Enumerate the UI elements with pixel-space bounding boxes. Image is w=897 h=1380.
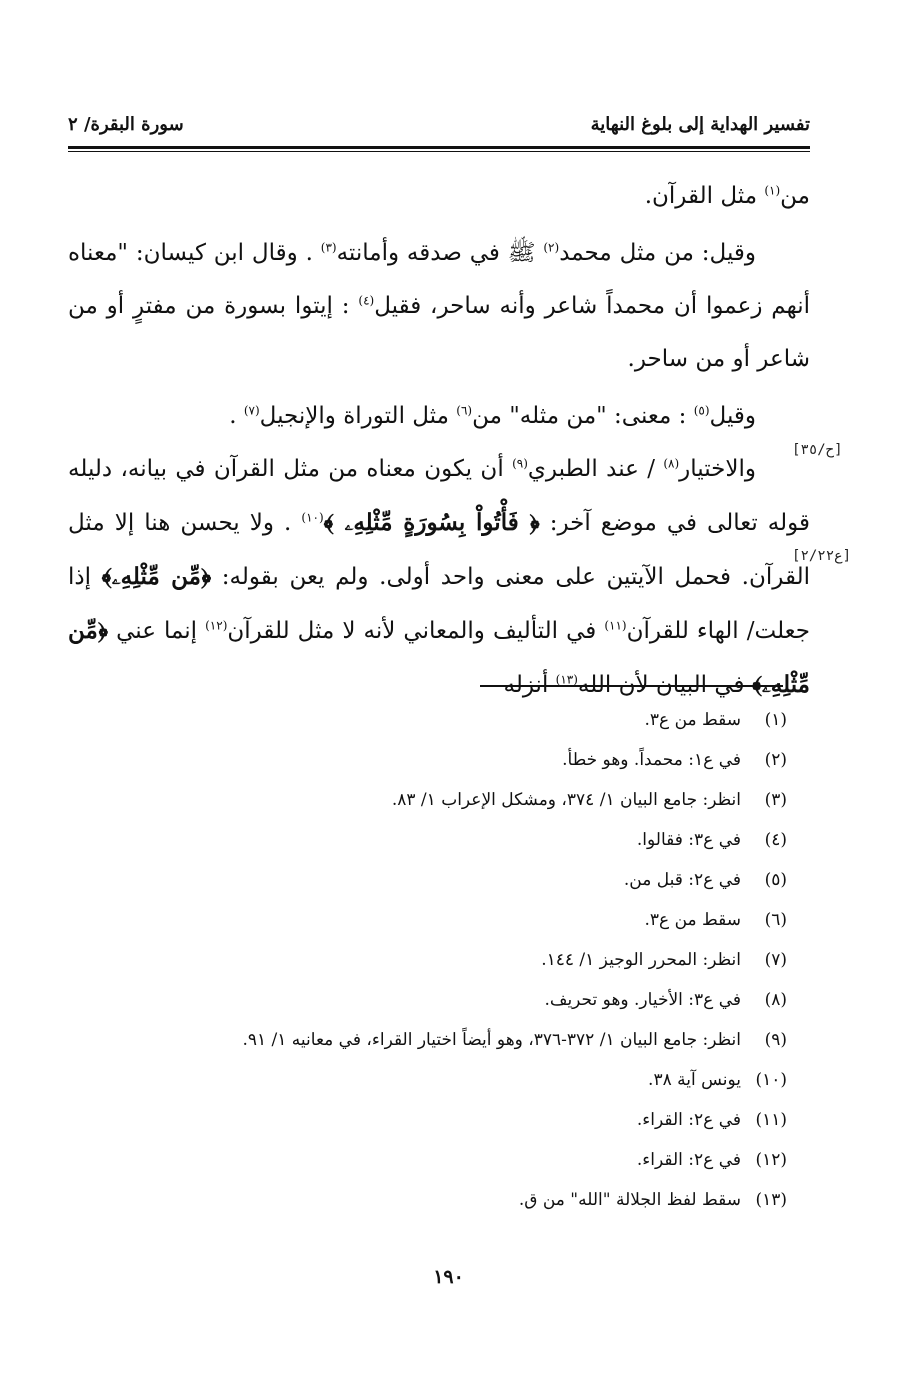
footnote-number: (٤) bbox=[764, 830, 787, 850]
footnote-number: (١١) bbox=[755, 1110, 787, 1130]
text-run: . وقال ابن كيسان: "معناه أنهم زعموا أن محمداً شاعر وأنه ساحر، فقيل bbox=[68, 240, 810, 319]
footnote-text: يونس آية ٣٨. bbox=[648, 1070, 741, 1090]
footnote-ref: (٧) bbox=[243, 403, 260, 418]
footnotes bbox=[127, 700, 787, 1220]
footnote-text: في ع٣: الأخيار. وهو تحريف. bbox=[544, 990, 741, 1010]
footnote-ref: (١١) bbox=[604, 618, 627, 633]
text-run: مثل التوراة والإنجيل bbox=[259, 403, 457, 429]
footnote-ref: (٩) bbox=[512, 456, 528, 471]
footnote-ref: (٨) bbox=[663, 456, 680, 471]
footnote-number: (٥) bbox=[764, 870, 787, 890]
footnote-item bbox=[127, 820, 787, 860]
footnote-number: (١٠) bbox=[755, 1070, 787, 1090]
footnote-item bbox=[127, 1140, 787, 1180]
surah-label: سورة البقرة/ ٢ bbox=[68, 114, 184, 135]
text-run: في التأليف والمعاني لأنه لا مثل للقرآن bbox=[227, 618, 605, 644]
quran-quote: ﴿مِّن مِّثْلِهِۦ﴾ bbox=[101, 563, 212, 590]
quran-quote: ﴿ فَأْتُواْ بِسُورَةٍ مِّثْلِهِۦ ﴾ bbox=[323, 509, 540, 536]
text-run: وقيل: من مثل محمد bbox=[559, 240, 756, 266]
footnote-item bbox=[127, 940, 787, 980]
text-run: : معنى: "من مثله" من bbox=[472, 403, 694, 429]
footnote-text: سقط لفظ الجلالة "الله" من ق. bbox=[518, 1190, 741, 1210]
footnote-text: انظر: جامع البيان ١/ ٣٧٤، ومشكل الإعراب ١/ ٨٣. bbox=[391, 790, 741, 810]
footnote-number: (٦) bbox=[764, 910, 787, 930]
footnote-ref: (١٠) bbox=[301, 510, 324, 525]
footnote-item bbox=[127, 780, 787, 820]
running-head bbox=[68, 108, 810, 142]
footnote-item bbox=[127, 900, 787, 940]
paragraph-4 bbox=[68, 443, 810, 712]
text-run: ﷺ في صدقه وأمانته bbox=[336, 240, 544, 266]
footnote-ref: (٤) bbox=[358, 293, 375, 308]
footnote-text: في ع٢: القراء. bbox=[636, 1110, 741, 1130]
footnote-item bbox=[127, 980, 787, 1020]
footnote-item bbox=[127, 1180, 787, 1220]
text-run: إذا جعلت/ الهاء للقرآن bbox=[68, 564, 810, 644]
footnote-text: انظر: المحرر الوجيز ١/ ١٤٤. bbox=[541, 950, 741, 970]
text-run: / عند الطبري bbox=[527, 456, 664, 482]
manuscript-marker-h35: [ح/٣٥] bbox=[792, 442, 843, 458]
footnote-number: (٩) bbox=[764, 1030, 787, 1050]
text-run: مثل القرآن. bbox=[644, 183, 765, 209]
text-run: وقيل bbox=[709, 403, 756, 429]
footnote-text: في ع٣: فقالوا. bbox=[636, 830, 741, 850]
paragraph-2 bbox=[68, 227, 810, 386]
footnote-number: (٢) bbox=[764, 750, 787, 770]
footnote-text: في ع١: محمداً. وهو خطأ. bbox=[562, 750, 741, 770]
text-run: . bbox=[229, 403, 244, 429]
footnote-number: (٧) bbox=[764, 950, 787, 970]
footnote-number: (٣) bbox=[764, 790, 787, 810]
text-run: أن يكون معناه من مثل القرآن في بيانه، دليله قوله تعالى في موضع آخر: bbox=[68, 456, 810, 536]
footnote-item bbox=[127, 740, 787, 780]
manuscript-marker-a2-22: [ع٢/٢٢] bbox=[792, 548, 852, 564]
footnote-item bbox=[127, 700, 787, 740]
footnote-rule bbox=[480, 685, 783, 687]
text-run: أنزله bbox=[503, 672, 556, 698]
text-run: : إيتوا بسورة من مفترٍ أو من شاعر أو من ساحر. bbox=[68, 293, 810, 372]
book-title: تفسير الهداية إلى بلوغ النهاية bbox=[590, 114, 810, 135]
footnote-ref: (٣) bbox=[320, 240, 337, 255]
footnote-text: انظر: جامع البيان ١/ ٣٧٢-٣٧٦، وهو أيضاً اختيار القراء، في معانيه ١/ ٩١. bbox=[242, 1030, 741, 1050]
footnote-ref: (١٣) bbox=[555, 672, 578, 687]
paragraph-3 bbox=[68, 390, 810, 443]
footnote-text: في ع٢: القراء. bbox=[636, 1150, 741, 1170]
footnote-number: (١) bbox=[764, 710, 787, 730]
text-run: . ولا يحسن هنا إلا مثل القرآن. فحمل الآيتين على معنى واحد أولى. ولم يعن بقوله: bbox=[68, 510, 810, 590]
quran-quote: ﴿مِّن مِّثْلِهِۦ﴾ bbox=[68, 617, 810, 698]
header-rule bbox=[68, 146, 810, 152]
text-run: من bbox=[780, 183, 810, 209]
footnote-ref: (٥) bbox=[693, 403, 710, 418]
footnote-ref: (٢) bbox=[543, 240, 560, 255]
footnote-text: سقط من ع٣. bbox=[644, 910, 741, 930]
footnote-item bbox=[127, 860, 787, 900]
text-run: في البيان لأن الله bbox=[577, 672, 752, 698]
text-run: إنما عني bbox=[108, 618, 206, 644]
page-number: ١٩٠ bbox=[433, 1266, 464, 1288]
text-run: والاختيار bbox=[679, 456, 756, 482]
footnote-item bbox=[127, 1020, 787, 1060]
footnote-item bbox=[127, 1100, 787, 1140]
paragraph-1 bbox=[68, 170, 810, 223]
main-text bbox=[68, 170, 810, 712]
footnote-ref: (٦) bbox=[456, 403, 473, 418]
footnote-text: في ع٢: قبل من. bbox=[623, 870, 741, 890]
footnote-number: (٨) bbox=[764, 990, 787, 1010]
footnote-number: (١٣) bbox=[755, 1190, 787, 1210]
footnote-text: سقط من ع٣. bbox=[644, 710, 741, 730]
footnote-ref: (١٢) bbox=[205, 618, 228, 633]
footnote-number: (١٢) bbox=[755, 1150, 787, 1170]
footnote-item bbox=[127, 1060, 787, 1100]
footnote-ref: (١) bbox=[764, 183, 781, 198]
